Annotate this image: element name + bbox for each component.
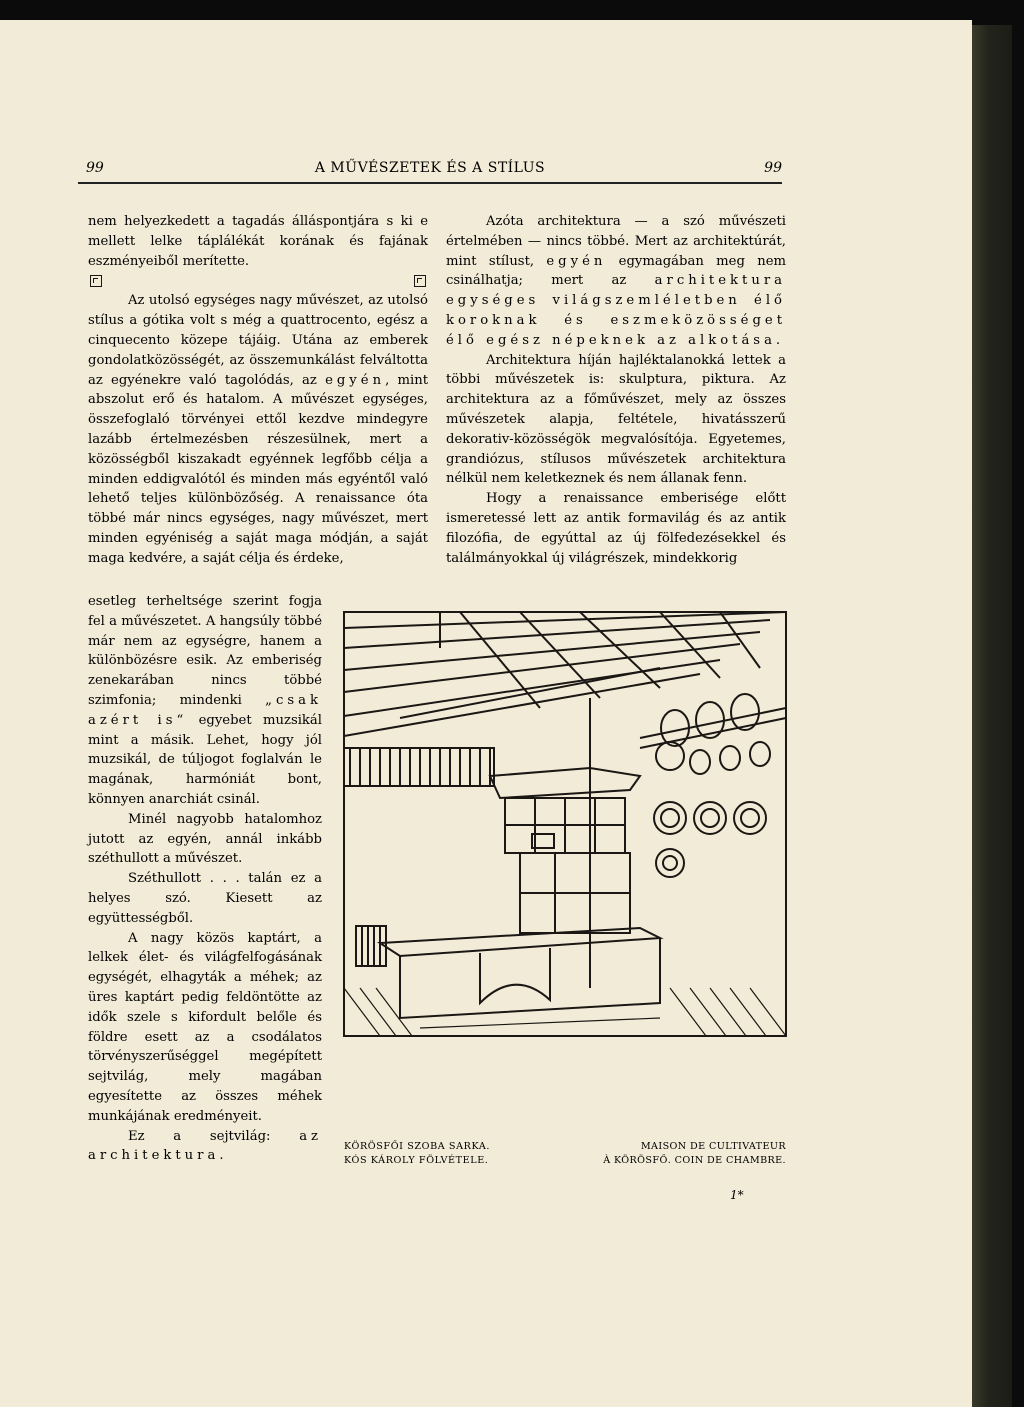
plate-shelf [640, 694, 786, 774]
caption-line: KÓS KÁROLY FÖLVÉTELE. [344, 1155, 489, 1166]
paragraph: Hogy a renaissance emberisége előtt ismeretessé lett az antik formavilág és az antik filozófia, de egyúttal az új fölfedezésekkel és találmányokkal új világrészek, mindekkorig [446, 491, 786, 566]
page-number-left: 99 [86, 160, 104, 176]
stove-bench [356, 926, 660, 1018]
running-header [78, 138, 782, 184]
paragraph: esetleg terheltsége szerint fogja fel a művészetet. A hangsúly többé már nem az egységre, hanem a különbözésre esik. Az emberiség zenekarában nincs többé szimfonia; mindenki „csak azért is“ egyebet muzsikál mint a másik. Lehet, hogy jól muzsikál, de túljogot foglalván le magának, harmóniát bont, könnyen anarchiát csinál. [88, 594, 322, 807]
ornament-marks [88, 271, 428, 291]
caption-line: À KÖRÖSFŐ. COIN DE CHAMBRE. [603, 1155, 786, 1166]
ornament-icon [414, 275, 426, 287]
paragraph: Ez a sejtvilág: az architektura. [88, 1128, 322, 1164]
paragraph: nem helyezkedett a tagadás álláspontjára s ki e mellett lelke táplálékát korának és fajának eszményeiből merítette. [88, 214, 428, 269]
paragraph: Az utolsó egységes nagy művészet, az utolsó stílus a gótika volt s még a quattrocento, egész a cinquecento közepe tájáig. Utána az emberek gondolatközösségét, az összemunkálást felváltotta az egyénekre való tagolódás, az egyén, mint abszolut erő és hatalom. A művészet egységes, összefoglaló törvényei ettől kezdve mindegyre lazább értelmezésben részesülnek, mert a közösségből kiszakadt egyénnek legfőbb célja a minden eddigvalótól és minden más egyéntől való lehető teljes különbözőség. A renaissance óta többé már nincs egységes, nagy művészet, mert minden egyéniség a saját maga módján, a saját maga kedvére, a saját célja és érdeke, [88, 293, 428, 566]
paragraph: Azóta architektura — a szó művészeti értelmében — nincs többé. Mert az architektúrát, mint stílust, egyén egymagában meg nem csinálhatja; mert az architektura egységes világszemléletben élő koroknak és eszmeközösséget élő egész népeknek az alkotása. [446, 214, 786, 348]
caption-line: MAISON DE CULTIVATEUR [640, 1141, 786, 1152]
caption-right [560, 1140, 786, 1168]
caption-left [344, 1140, 490, 1168]
running-title: A MŰVÉSZETEK ÉS A STÍLUS [314, 160, 546, 176]
room-corner-illustration [340, 608, 790, 1040]
signature-mark: 1* [730, 1188, 744, 1202]
spaced-word: „csak azért is“ [88, 692, 322, 728]
ceiling-beams [344, 612, 786, 736]
spaced-word: egyén [546, 253, 607, 269]
paragraph: Architektura híján hajléktalanokká lettek a többi művészetek is: skulptura, piktura. Az architektura az a főművészet, mely az összes művészetek alapja, feltétele, hivatásszerű dekorativ-közösségök megvalósítója. Egyetemes, grandiózus, stílusos művészetek architektura nélkül nem keletkeznek és nem állanak fenn. [446, 352, 786, 487]
right-column [446, 212, 786, 568]
spaced-word: az architektura. [88, 1128, 322, 1164]
book-spine [972, 25, 1012, 1407]
spaced-word: architektura egységes világszemléletben élő koroknak és eszmeközösséget élő egész népeknek az alkotása. [446, 273, 786, 348]
wall-plates [654, 802, 766, 877]
tiled-stove [490, 768, 640, 933]
floor-hatching [344, 988, 786, 1036]
left-column-top [88, 212, 428, 569]
striped-cloth [344, 748, 494, 786]
paragraph: Széthullott . . . talán ez a helyes szó. Kiesett az együttességből. [88, 871, 322, 926]
left-column-bottom [88, 592, 322, 1166]
paragraph: A nagy közös kaptárt, a lelkek élet- és világfelfogásának egységét, elhagyták a méhek; az üres kaptárt pedig feldöntötte az idők szele s kifordult belőle és földre esett az a csodálatos törvényszerűséggel megépített sejtvilág, mely magában egyesítette az összes méhek munkájának eredményeit. [88, 930, 322, 1124]
ornament-icon [90, 275, 102, 287]
paragraph: Minél nagyobb hatalomhoz jutott az egyén, annál inkább széthullott a művészet. [88, 811, 322, 867]
caption-line: KÖRÖSFŐI SZOBA SARKA. [344, 1141, 491, 1152]
page-number-right: 99 [764, 160, 782, 176]
spaced-word: egyén [325, 372, 386, 388]
